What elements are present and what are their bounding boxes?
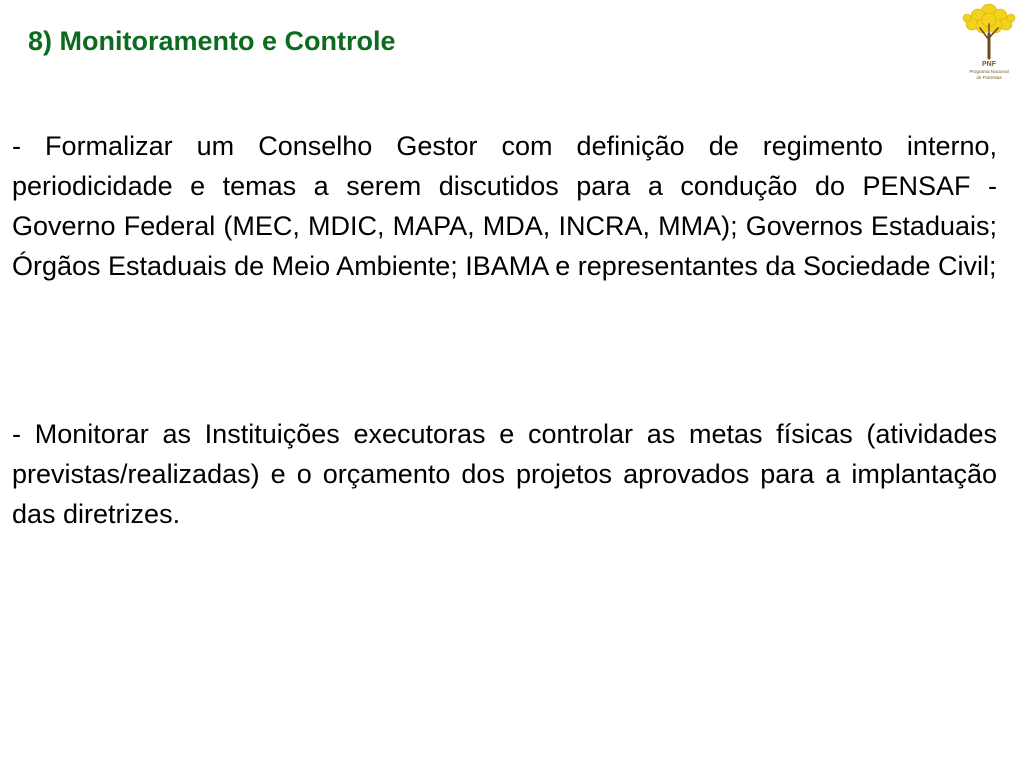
- logo-line-2: de Florestas: [976, 75, 1002, 80]
- paragraph-conselho-gestor: - Formalizar um Conselho Gestor com definição de regimento interno, periodicidade e temas a serem discutidos para a condução do PENSAF - Governo Federal (MEC, MDIC, MAPA, MDA, INCRA, MMA); Governos Estaduais; Órgãos Estaduais de Meio Ambiente; IBAMA e representantes da Sociedade Civil;: [12, 131, 997, 281]
- pnf-logo: [958, 0, 1020, 84]
- page-title: 8) Monitoramento e Controle: [28, 26, 396, 56]
- logo-acronym: PNF: [982, 61, 996, 68]
- paragraph-monitorar-instituicoes: - Monitorar as Instituições executoras e controlar as metas físicas (atividades previstas/realizadas) e o orçamento dos projetos aprovados para a implantação das diretrizes.: [12, 419, 997, 529]
- logo-line-1: Programa Nacional: [969, 69, 1009, 74]
- tree-icon: [958, 0, 1020, 84]
